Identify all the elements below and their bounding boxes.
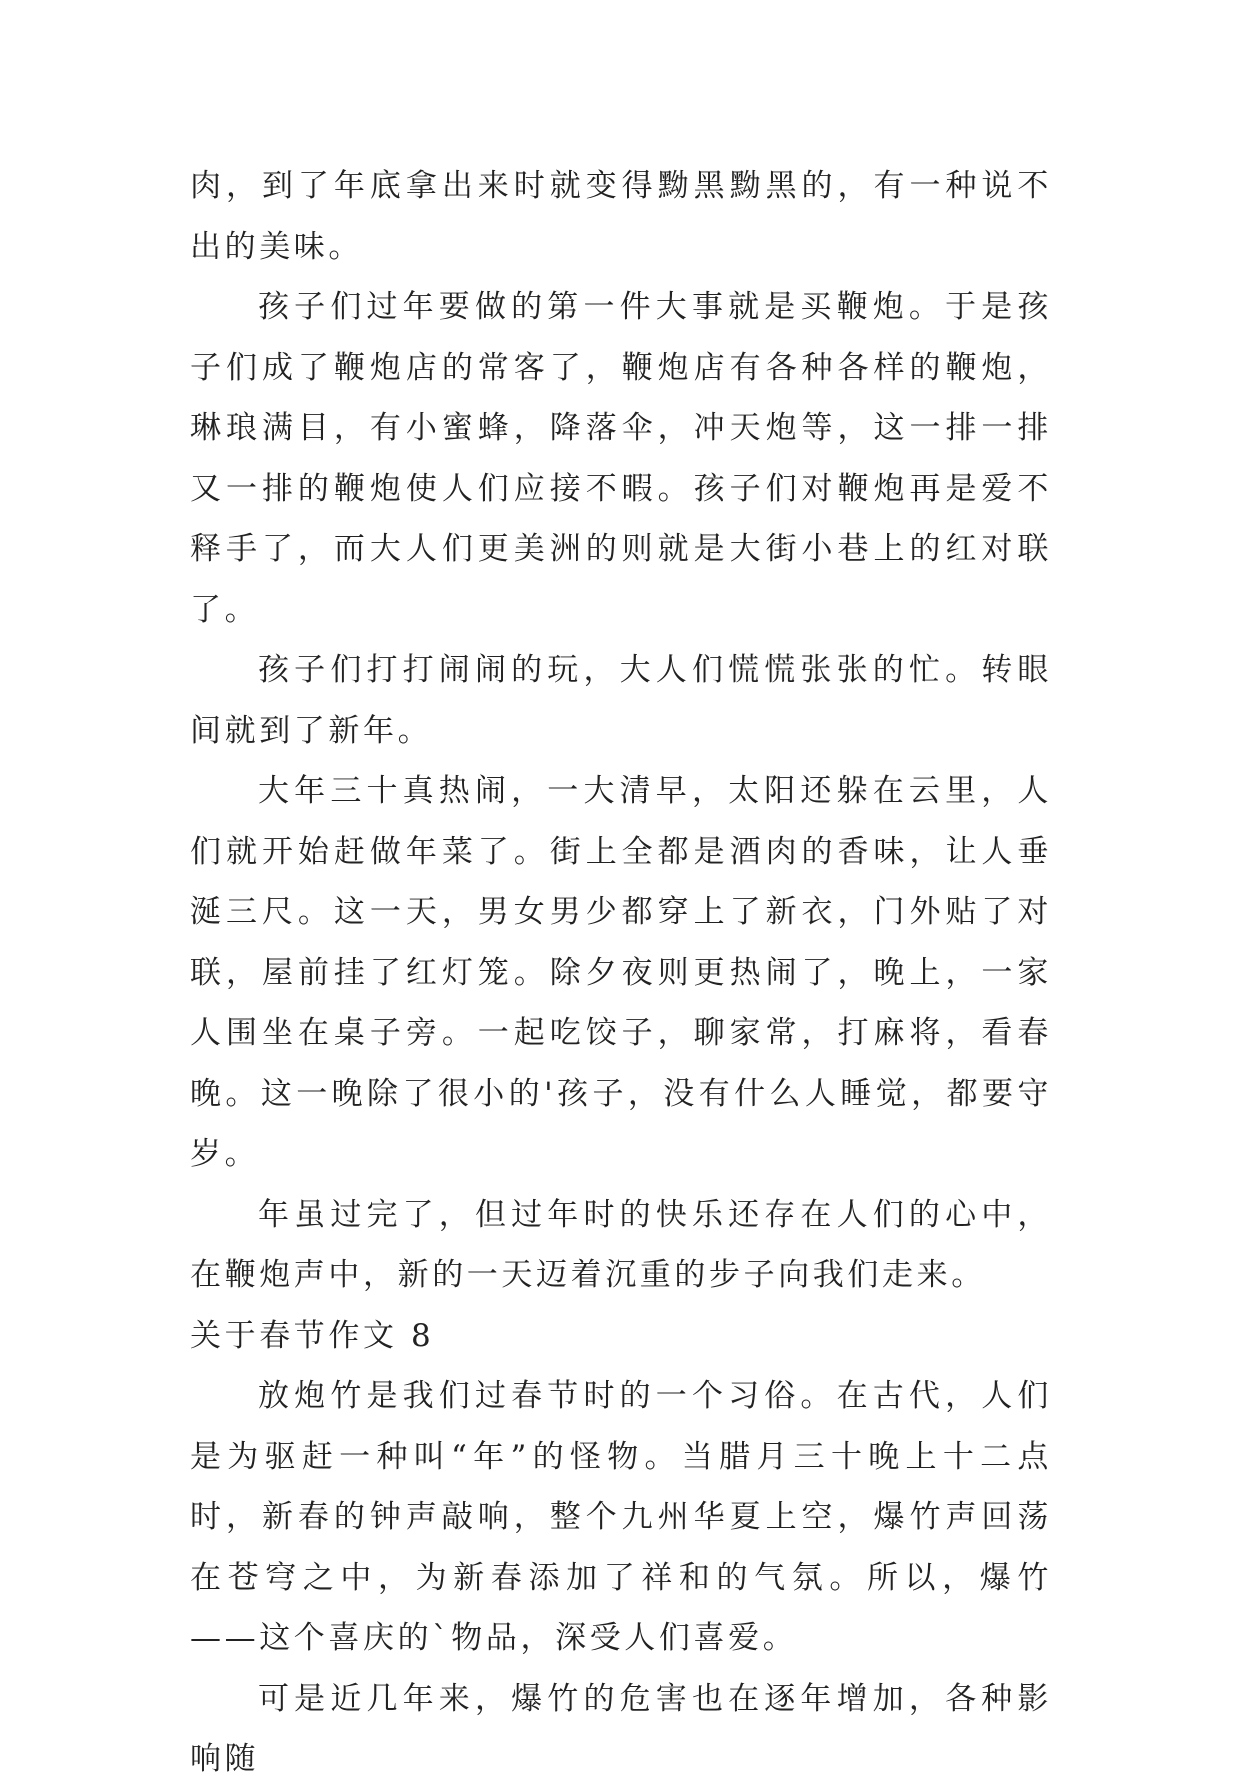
paragraph-6: 放炮竹是我们过春节时的一个习俗。在古代，人们是为驱赶一种叫“年”的怪物。当腊月三十晚上十二点时，新春的钟声敲响，整个九州华夏上空，爆竹声回荡在苍穹之中，为新春添加了祥和的气氛。所以，爆竹——这个喜庆的`物品，深受人们喜爱。 — [190, 1378, 1052, 1656]
section-heading: 关于春节作文 8 — [190, 1317, 435, 1354]
paragraph-5: 年虽过完了，但过年时的快乐还存在人们的心中，在鞭炮声中，新的一天迈着沉重的步子向我们走来。 — [190, 1196, 1052, 1293]
paragraph-7: 可是近几年来，爆竹的危害也在逐年增加，各种影响随 — [190, 1680, 1052, 1777]
paragraph-2: 孩子们过年要做的第一件大事就是买鞭炮。于是孩子们成了鞭炮店的常客了，鞭炮店有各种各样的鞭炮，琳琅满目，有小蜜蜂，降落伞，冲天炮等，这一排一排又一排的鞭炮使人们应接不暇。孩子们对鞭炮再是爱不释手了，而大人们更美洲的则就是大街小巷上的红对联了。 — [190, 289, 1052, 628]
paragraph-1: 肉，到了年底拿出来时就变得黝黑黝黑的，有一种说不出的美味。 — [190, 168, 1052, 265]
paragraph-4: 大年三十真热闹，一大清早，太阳还躲在云里，人们就开始赶做年菜了。街上全都是酒肉的香味，让人垂涎三尺。这一天，男女男少都穿上了新衣，门外贴了对联，屋前挂了红灯笼。除夕夜则更热闹了，晚上，一家人围坐在桌子旁。一起吃饺子，聊家常，打麻将，看春晚。这一晚除了很小的'孩子，没有什么人睡觉，都要守岁。 — [190, 773, 1052, 1172]
document-body — [190, 156, 1052, 1790]
paragraph-3: 孩子们打打闹闹的玩，大人们慌慌张张的忙。转眼间就到了新年。 — [190, 652, 1052, 749]
